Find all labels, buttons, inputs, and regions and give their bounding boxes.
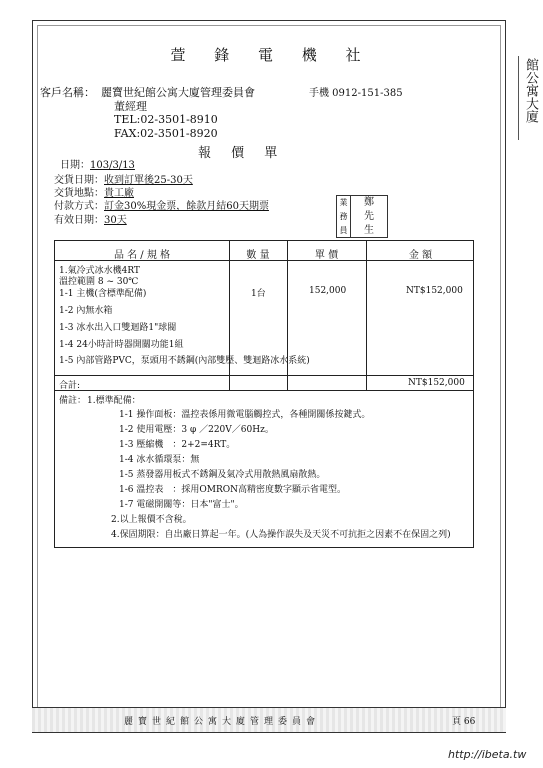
sales-name-char: 生	[364, 224, 374, 236]
sales-label-char: 業	[339, 198, 348, 208]
note-item: 1-7 電磁開關等：日本"富士"。	[119, 500, 244, 510]
client-tel: TEL:02-3501-8910	[114, 113, 218, 126]
col-divider-price	[287, 241, 288, 390]
sales-rep-label	[337, 196, 351, 237]
meta-payment-label: 付款方式：	[54, 201, 104, 212]
notes-title: 1.標準配備：	[87, 396, 141, 406]
meta-delivery-date-value: 收到訂單後25-30天	[104, 175, 193, 186]
meta-delivery-place-value: 貴工廠	[104, 188, 134, 199]
meta-date-label: 日期：	[60, 160, 90, 171]
header-item: 品 名 / 規 格	[113, 250, 171, 261]
meta-payment-value: 訂金30%現金票，餘款月結60天期票	[104, 201, 269, 212]
total-divider-top	[55, 375, 473, 376]
header-price: 單 價	[314, 250, 339, 261]
note-item: 1-1 操作面板：溫控表係用微電腦觸控式，各種開關係按鍵式。	[119, 410, 371, 420]
mobile-number: 手機 0912-151-385	[309, 88, 403, 99]
quotation-table	[54, 240, 474, 548]
sales-rep-name	[351, 196, 387, 237]
total-label: 合計:	[59, 381, 81, 391]
header-qty: 數 量	[246, 250, 270, 261]
note-item: 1-2 使用電壓：3 φ ／220V／60Hz。	[119, 425, 274, 435]
table-row-name: 1-1 主機(含標準配備)	[59, 289, 147, 299]
meta-validity-value: 30天	[104, 215, 127, 226]
note-item: 1-4 冰水循環泵：無	[119, 455, 200, 465]
meta-validity	[54, 211, 127, 226]
adjacent-page-text: 館公寓大廈	[523, 58, 538, 123]
table-row-name: 1-5 內部管路PVC，泵頭用不銹鋼(內部雙壓、雙迴路冰水系統)	[59, 356, 310, 366]
table-row-price: 152,000	[309, 286, 347, 296]
meta-validity-label: 有效日期：	[54, 215, 104, 226]
document-title: 報 價 單	[198, 146, 286, 161]
meta-date	[60, 156, 135, 171]
note-warranty: 4.保固期限：自出廠日算起一年。(人為操作誤失及天災不可抗拒之因素不在保固之列)	[111, 530, 451, 540]
footer-page-number: 頁 66	[452, 717, 476, 727]
total-amount: NT$152,000	[408, 378, 465, 388]
meta-delivery-date-label: 交貨日期：	[54, 175, 104, 186]
table-row-qty: 1台	[251, 289, 266, 299]
product-title: 1.氣冷式冰水機4RT	[59, 266, 140, 276]
sales-name-char: 先	[364, 210, 374, 222]
sales-name-char: 鄭	[364, 196, 374, 208]
sales-rep-box	[336, 195, 388, 238]
meta-delivery-place-label: 交貨地點：	[54, 188, 104, 199]
sales-label-char: 務	[339, 211, 348, 221]
total-divider-bottom	[55, 390, 473, 391]
col-divider-amount	[366, 241, 367, 390]
header-amount: 金 額	[408, 250, 433, 261]
note-tax: 2.以上報價不含稅。	[111, 515, 192, 525]
company-name: 萱 鋒 電 機 社	[170, 46, 373, 64]
product-temp-range: 溫控範圍 8 ~ 30℃	[59, 277, 139, 287]
client-name: 麗寶世紀館公寓大廈管理委員會	[101, 86, 255, 99]
sales-label-char: 員	[339, 225, 348, 235]
notes-label: 備註：	[59, 396, 87, 406]
note-item: 1-3 壓縮機 ：2+2=4RT。	[119, 440, 236, 450]
col-divider-qty	[229, 241, 230, 390]
note-item: 1-5 蒸發器用板式不銹鋼及氣冷式用散熱風扇散熱。	[119, 470, 326, 480]
table-row-name: 1-3 冰水出入口雙迴路1"球閥	[59, 323, 177, 333]
meta-payment	[54, 197, 269, 212]
meta-date-value: 103/3/13	[90, 160, 135, 171]
note-item: 1-6 溫控表 ：採用OMRON高精密度數字顯示省電型。	[119, 485, 346, 495]
client-row	[40, 84, 255, 100]
table-row-amount: NT$152,000	[406, 286, 463, 296]
client-label: 客戶名稱：	[40, 86, 95, 99]
footer-committee: 麗寶世紀館公寓大廈管理委員會	[124, 717, 321, 727]
table-row-name: 1-4 24小時計時器開關功能1組	[59, 340, 184, 350]
client-manager: 董經理	[114, 100, 147, 113]
table-row-name: 1-2 內無水箱	[59, 306, 113, 316]
source-watermark: http://ibeta.tw	[448, 748, 527, 761]
client-fax: FAX:02-3501-8920	[114, 127, 218, 140]
